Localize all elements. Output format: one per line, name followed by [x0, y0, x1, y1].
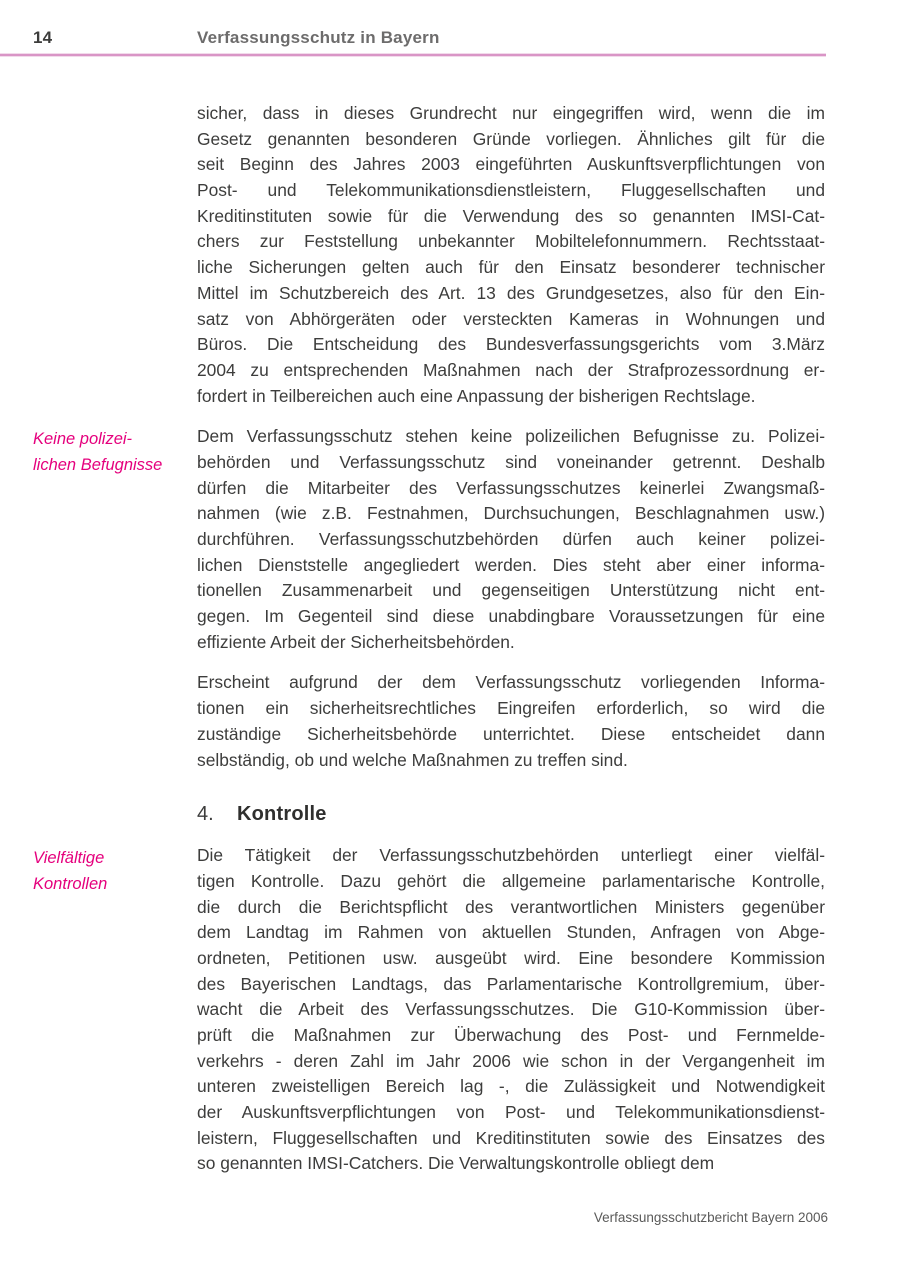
text-line: lichen Dienststelle angegliedert werden. Dies steht aber einer informa-	[197, 554, 825, 575]
paragraph	[197, 101, 825, 409]
paragraph	[33, 424, 825, 655]
text-line: gegen. Im Gegenteil sind diese unabdingbare Voraussetzungen für eine	[197, 606, 825, 627]
footer-text: Verfassungsschutzbericht Bayern 2006	[593, 1210, 828, 1225]
text-line: prüft die Maßnahmen zur Überwachung des Post- und Fernmelde-	[197, 1025, 825, 1045]
text-line: nahmen (wie z.B. Festnahmen, Durchsuchungen, Beschlagnahmen usw.)	[197, 503, 825, 524]
text-line: dürfen die Mitarbeiter des Verfassungsschutzes keinerlei Zwangsmaß-	[197, 477, 825, 498]
text-line: satz von Abhörgeräten oder versteckten Kameras in Wohnungen und	[197, 308, 825, 329]
text-line: seit Beginn des Jahres 2003 eingeführten Auskunftsverpflichtungen von	[197, 154, 825, 175]
text-line: dem Landtag im Rahmen von aktuellen Stunden, Anfragen von Abge-	[197, 922, 825, 943]
page-number: 14	[33, 28, 53, 47]
text-line: liche Sicherungen gelten auch für den Einsatz besonderer technischer	[197, 257, 825, 278]
text-line: tigen Kontrolle. Dazu gehört die allgemeine parlamentarische Kontrolle,	[197, 870, 825, 891]
section-heading	[197, 801, 825, 827]
header-rule	[0, 54, 826, 56]
margin-note-line: Vielfältige	[33, 849, 105, 868]
header-title: Verfassungsschutz in Bayern	[197, 28, 440, 47]
text-line: so genannten IMSI-Catchers. Die Verwaltungskontrolle obliegt dem	[197, 1153, 715, 1174]
text-line: Mittel im Schutzbereich des Art. 13 des Grundgesetzes, also für den Ein-	[197, 282, 825, 303]
paragraph	[197, 670, 825, 773]
text-line: 2004 zu entsprechenden Maßnahmen nach der Strafprozessordnung er-	[197, 359, 825, 380]
margin-note	[33, 426, 191, 478]
text-line: Gesetz genannten besonderen Gründe vorliegen. Ähnliches gilt für die	[197, 128, 825, 149]
text-line: unteren zweistelligen Bereich lag -, die Zulässigkeit und Notwendigkeit	[197, 1076, 825, 1097]
text-line: Erscheint aufgrund der dem Verfassungsschutz vorliegenden Informa-	[197, 672, 825, 693]
text-line: tionen ein sicherheitsrechtliches Eingreifen erforderlich, so wird die	[197, 698, 825, 719]
text-line: Büros. Die Entscheidung des Bundesverfassungsgerichts vom 3.März	[197, 334, 825, 355]
text-line: selbständig, ob und welche Maßnahmen zu treffen sind.	[197, 749, 628, 770]
margin-note-line: Kontrollen	[33, 875, 108, 894]
text-line: verkehrs - deren Zahl im Jahr 2006 wie schon in der Vergangenheit im	[197, 1050, 825, 1071]
text-line: die durch die Berichtspflicht des verantwortlichen Ministers gegenüber	[197, 896, 825, 917]
content-column	[33, 101, 825, 1177]
margin-note-line: Keine polizei-	[33, 430, 133, 449]
margin-note-line: lichen Befugnisse	[33, 456, 163, 475]
text-line: Dem Verfassungsschutz stehen keine polizeilichen Befugnisse zu. Polizei-	[197, 426, 825, 447]
text-line: durchführen. Verfassungsschutzbehörden dürfen auch keiner polizei-	[197, 529, 825, 549]
margin-note	[33, 845, 191, 897]
text-line: wacht die Arbeit des Verfassungsschutzes. Die G10-Kommission über-	[197, 999, 825, 1020]
section-title: Kontrolle	[237, 803, 327, 826]
page-footer	[197, 1210, 828, 1225]
text-line: Die Tätigkeit der Verfassungsschutzbehörden unterliegt einer vielfäl-	[197, 845, 825, 866]
text-line: zuständige Sicherheitsbehörde unterrichtet. Diese entscheidet dann	[197, 723, 825, 744]
text-line: leistern, Fluggesellschaften und Kreditinstituten sowie des Einsatzes des	[197, 1127, 825, 1148]
text-line: des Bayerischen Landtags, das Parlamentarische Kontrollgremium, über-	[197, 973, 825, 994]
text-line: Kreditinstituten sowie für die Verwendung des so genannten IMSI-Cat-	[197, 205, 825, 226]
text-line: sicher, dass in dieses Grundrecht nur eingegriffen wird, wenn die im	[197, 103, 825, 123]
text-line: behörden und Verfassungsschutz sind voneinander getrennt. Deshalb	[197, 451, 825, 472]
text-line: der Auskunftsverpflichtungen von Post- und Telekommunikationsdienst-	[197, 1102, 825, 1123]
paragraph	[33, 843, 825, 1177]
text-line: fordert in Teilbereichen auch eine Anpassung der bisherigen Rechtslage.	[197, 385, 756, 406]
text-line: effiziente Arbeit der Sicherheitsbehörden.	[197, 631, 515, 652]
text-line: chers zur Feststellung unbekannter Mobiltelefonnummern. Rechtsstaat-	[197, 231, 825, 252]
text-line: tionellen Zusammenarbeit und gegenseitigen Unterstützung nicht ent-	[197, 580, 825, 601]
section-number: 4.	[197, 803, 214, 826]
text-line: ordneten, Petitionen usw. ausgeübt wird. Eine besondere Kommission	[197, 947, 825, 968]
text-line: Post- und Telekommunikationsdienstleistern, Fluggesellschaften und	[197, 180, 825, 201]
